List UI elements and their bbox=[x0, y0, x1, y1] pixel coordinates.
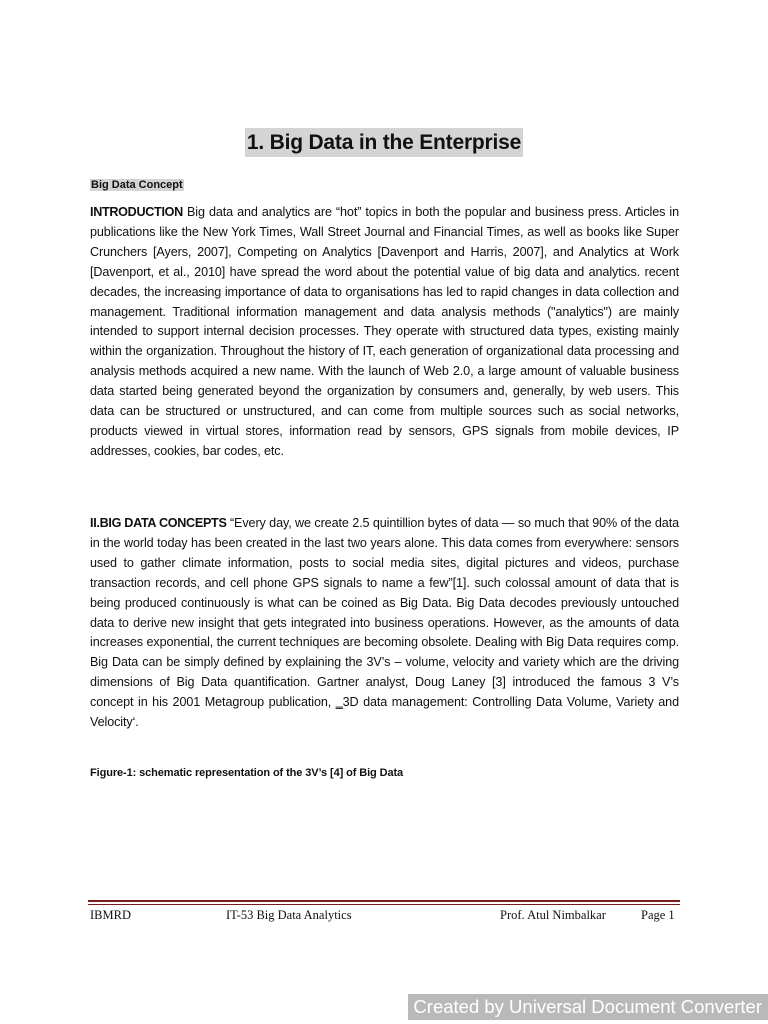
page-title bbox=[0, 128, 768, 157]
big-data-concepts-paragraph bbox=[90, 514, 679, 733]
converter-watermark: Created by Universal Document Converter bbox=[408, 994, 768, 1020]
section-subheading-text: Big Data Concept bbox=[91, 179, 183, 191]
big-data-concepts-lead: II.BIG DATA CONCEPTS bbox=[90, 516, 227, 530]
footer-institute: IBMRD bbox=[90, 908, 131, 922]
introduction-paragraph bbox=[90, 203, 679, 462]
big-data-concepts-body: “Every day, we create 2.5 quintillion bytes of data — so much that 90% of the data in the world today has been created in the last two years alone. This data comes from everywhere: sensors used to gather climate information, posts to social media sites, digital pictures and videos, purchase transaction records, and cell phone GPS signals to name a few”[1]. such colossal amount of data that is being produced continuously is what can be coined as Big Data. Big Data decodes previously untouched data to derive new insight that gets integrated into business operations. However, as the amounts of data increases exponential, the current techniques are becoming obsolete. Dealing with Big Data requires comp. Big Data can be simply defined by explaining the 3V’s – volume, velocity and variety which are the driving dimensions of Big Data quantification. Gartner analyst, Doug Laney [3] introduced the famous 3 V’s concept in his 2001 Metagroup publication, ‗3D data management: Controlling Data Volume, Variety and Velocity‘. bbox=[90, 516, 680, 730]
introduction-body: Big data and analytics are “hot” topics in both the popular and business press. Articles in publications like the New York Times, Wall Street Journal and Financial Times, as well as books like Super Crunchers [Ayers, 2007], Competing on Analytics [Davenport and Harris, 2007], and Analytics at Work [Davenport, et al., 2010] have spread the word about the potential value of big data and analytics. recent decades, the increasing importance of data to organisations has led to rapid changes in data collection and management. Traditional information management and data analysis methods ("analytics") are mainly intended to support internal decision processes. They operate with structured data types, existing mainly within the organization. Throughout the history of IT, each generation of organizational data processing and analysis methods acquired a new name. With the launch of Web 2.0, a large amount of valuable business data started being generated beyond the organization by consumers and, generally, by web users. This data can be structured or unstructured, and can come from multiple sources such as social networks, products viewed in virtual stores, information read by sensors, GPS signals from mobile devices, IP addresses, cookies, bar codes, etc. bbox=[90, 205, 679, 458]
introduction-lead: INTRODUCTION bbox=[90, 205, 183, 219]
footer-course: IT-53 Big Data Analytics bbox=[226, 908, 352, 922]
footer-rule-thin bbox=[88, 904, 680, 905]
page-title-text: 1. Big Data in the Enterprise bbox=[245, 128, 523, 157]
footer-author: Prof. Atul Nimbalkar bbox=[500, 908, 606, 922]
footer-rule-thick bbox=[88, 900, 680, 902]
section-subheading bbox=[90, 175, 184, 193]
footer-page-number: Page 1 bbox=[641, 908, 675, 922]
figure-caption: Figure-1: schematic representation of the 3V’s [4] of Big Data bbox=[90, 767, 404, 779]
